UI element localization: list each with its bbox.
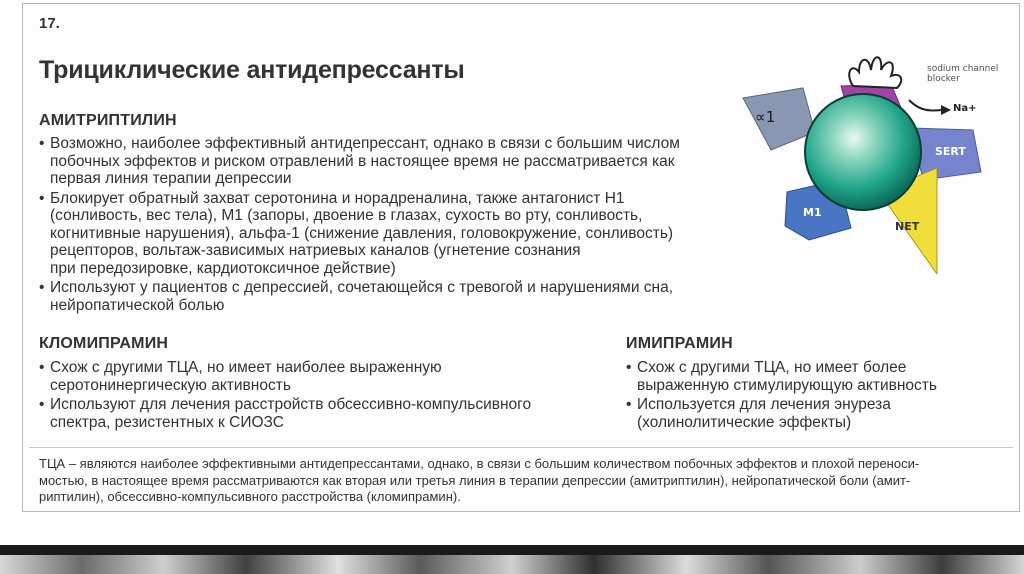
amitriptyline-bullet-line: первая линия терапии депрессии [50,170,292,187]
alpha1-receptor-shape [743,88,815,150]
clomipramine-bullet-line: спектра, резистентных к СИОЗС [50,413,284,431]
bottom-image-strip [0,545,1024,574]
clomipramine-bullet [39,396,599,431]
clomipramine-bullet-line: Схож с другими ТЦА, но имеет наиболее выраженную [50,359,442,376]
amitriptyline-heading: АМИТРИПТИЛИН [39,112,177,129]
amitriptyline-bullet-list [39,135,739,316]
sodium-arrow-head [941,105,951,115]
sodium-channel-label-line1: sodium channel [927,64,999,74]
amitriptyline-bullet-line: когнитивные нарушения), альфа-1 (снижение давления, головокружение, сонливость) [50,224,674,242]
clomipramine-bullet-line: Используют для лечения расстройств обсессивно-компульсивного [50,396,532,413]
page-number: 17. [39,15,60,32]
net-label: NET [895,220,920,233]
clomipramine-bullet-list [39,359,599,433]
amitriptyline-bullet-line: побочных эффектов и риском отравлений в настоящее время не рассматривается как [50,152,675,170]
amitriptyline-bullet [39,135,739,188]
imipramine-bullet-line: Используется для лечения энуреза [637,396,891,413]
sodium-channel-arrow-icon [909,100,941,111]
tca-molecule-sphere [805,94,921,210]
amitriptyline-bullet [39,190,739,278]
footnote-divider [29,447,1013,448]
footnote-line: мостью, в настоящее время рассматриваются как вторая или третья линия в терапии депрессии (амитриптилин), нейропатической боли (амит- [39,472,911,488]
footnote-line: ТЦА – являются наиболее эффективными антидепрессантами, однако, в связи с большим количеством побочных эффектов и плохой переноси- [39,456,920,471]
amitriptyline-bullet-line: рецепторов, вольтаж-зависимых натриевых каналов (угнетение сознания [50,242,581,259]
amitriptyline-bullet-line: при передозировке, кардиотоксичное действие) [50,259,396,277]
na-label: Na+ [953,103,977,114]
imipramine-bullet-list [626,359,1006,433]
amitriptyline-bullet-line: Используют у пациентов с депрессией, сочетающейся с тревогой и нарушениями сна, [50,279,674,296]
footnote-line: риптилин), обсессивно-компульсивного расстройства (кломипрамин). [39,489,461,504]
imipramine-bullet [626,359,1006,394]
page-title: Трициклические антидепрессанты [39,56,465,84]
imipramine-heading: ИМИПРАМИН [626,335,733,352]
amitriptyline-bullet-line: Блокирует обратный захват серотонина и норадреналина, также антагонист Н1 [50,189,625,207]
clomipramine-bullet [39,359,599,394]
slide [22,3,1020,512]
imipramine-bullet [626,396,1006,431]
footnote [39,456,1007,506]
imipramine-bullet-line: Схож с другими ТЦА, но имеет более [637,359,907,376]
bottom-strip-pattern [0,555,1024,574]
clomipramine-heading: КЛОМИПРАМИН [39,335,169,352]
sert-label: SERT [935,145,966,158]
h1-label: H1 [867,73,884,86]
clomipramine-bullet-line: серотонинергическую активность [50,376,291,394]
sodium-channel-label-line2: blocker [927,74,960,84]
amitriptyline-bullet-line: (сонливость, вес тела), М1 (запоры, двоение в глазах, сухость во рту, сонливость, [50,207,643,224]
amitriptyline-bullet [39,279,739,314]
alpha1-label: ∝1 [755,108,776,126]
m1-label: M1 [803,206,822,219]
imipramine-bullet-line: (холинолитические эффекты) [637,413,852,431]
receptor-diagram [741,42,1003,274]
amitriptyline-bullet-line: нейропатической болью [50,296,225,314]
amitriptyline-bullet-line: Возможно, наиболее эффективный антидепрессант, однако в связи с большим числом [50,135,680,152]
imipramine-bullet-line: выраженную стимулирующую активность [637,376,937,394]
